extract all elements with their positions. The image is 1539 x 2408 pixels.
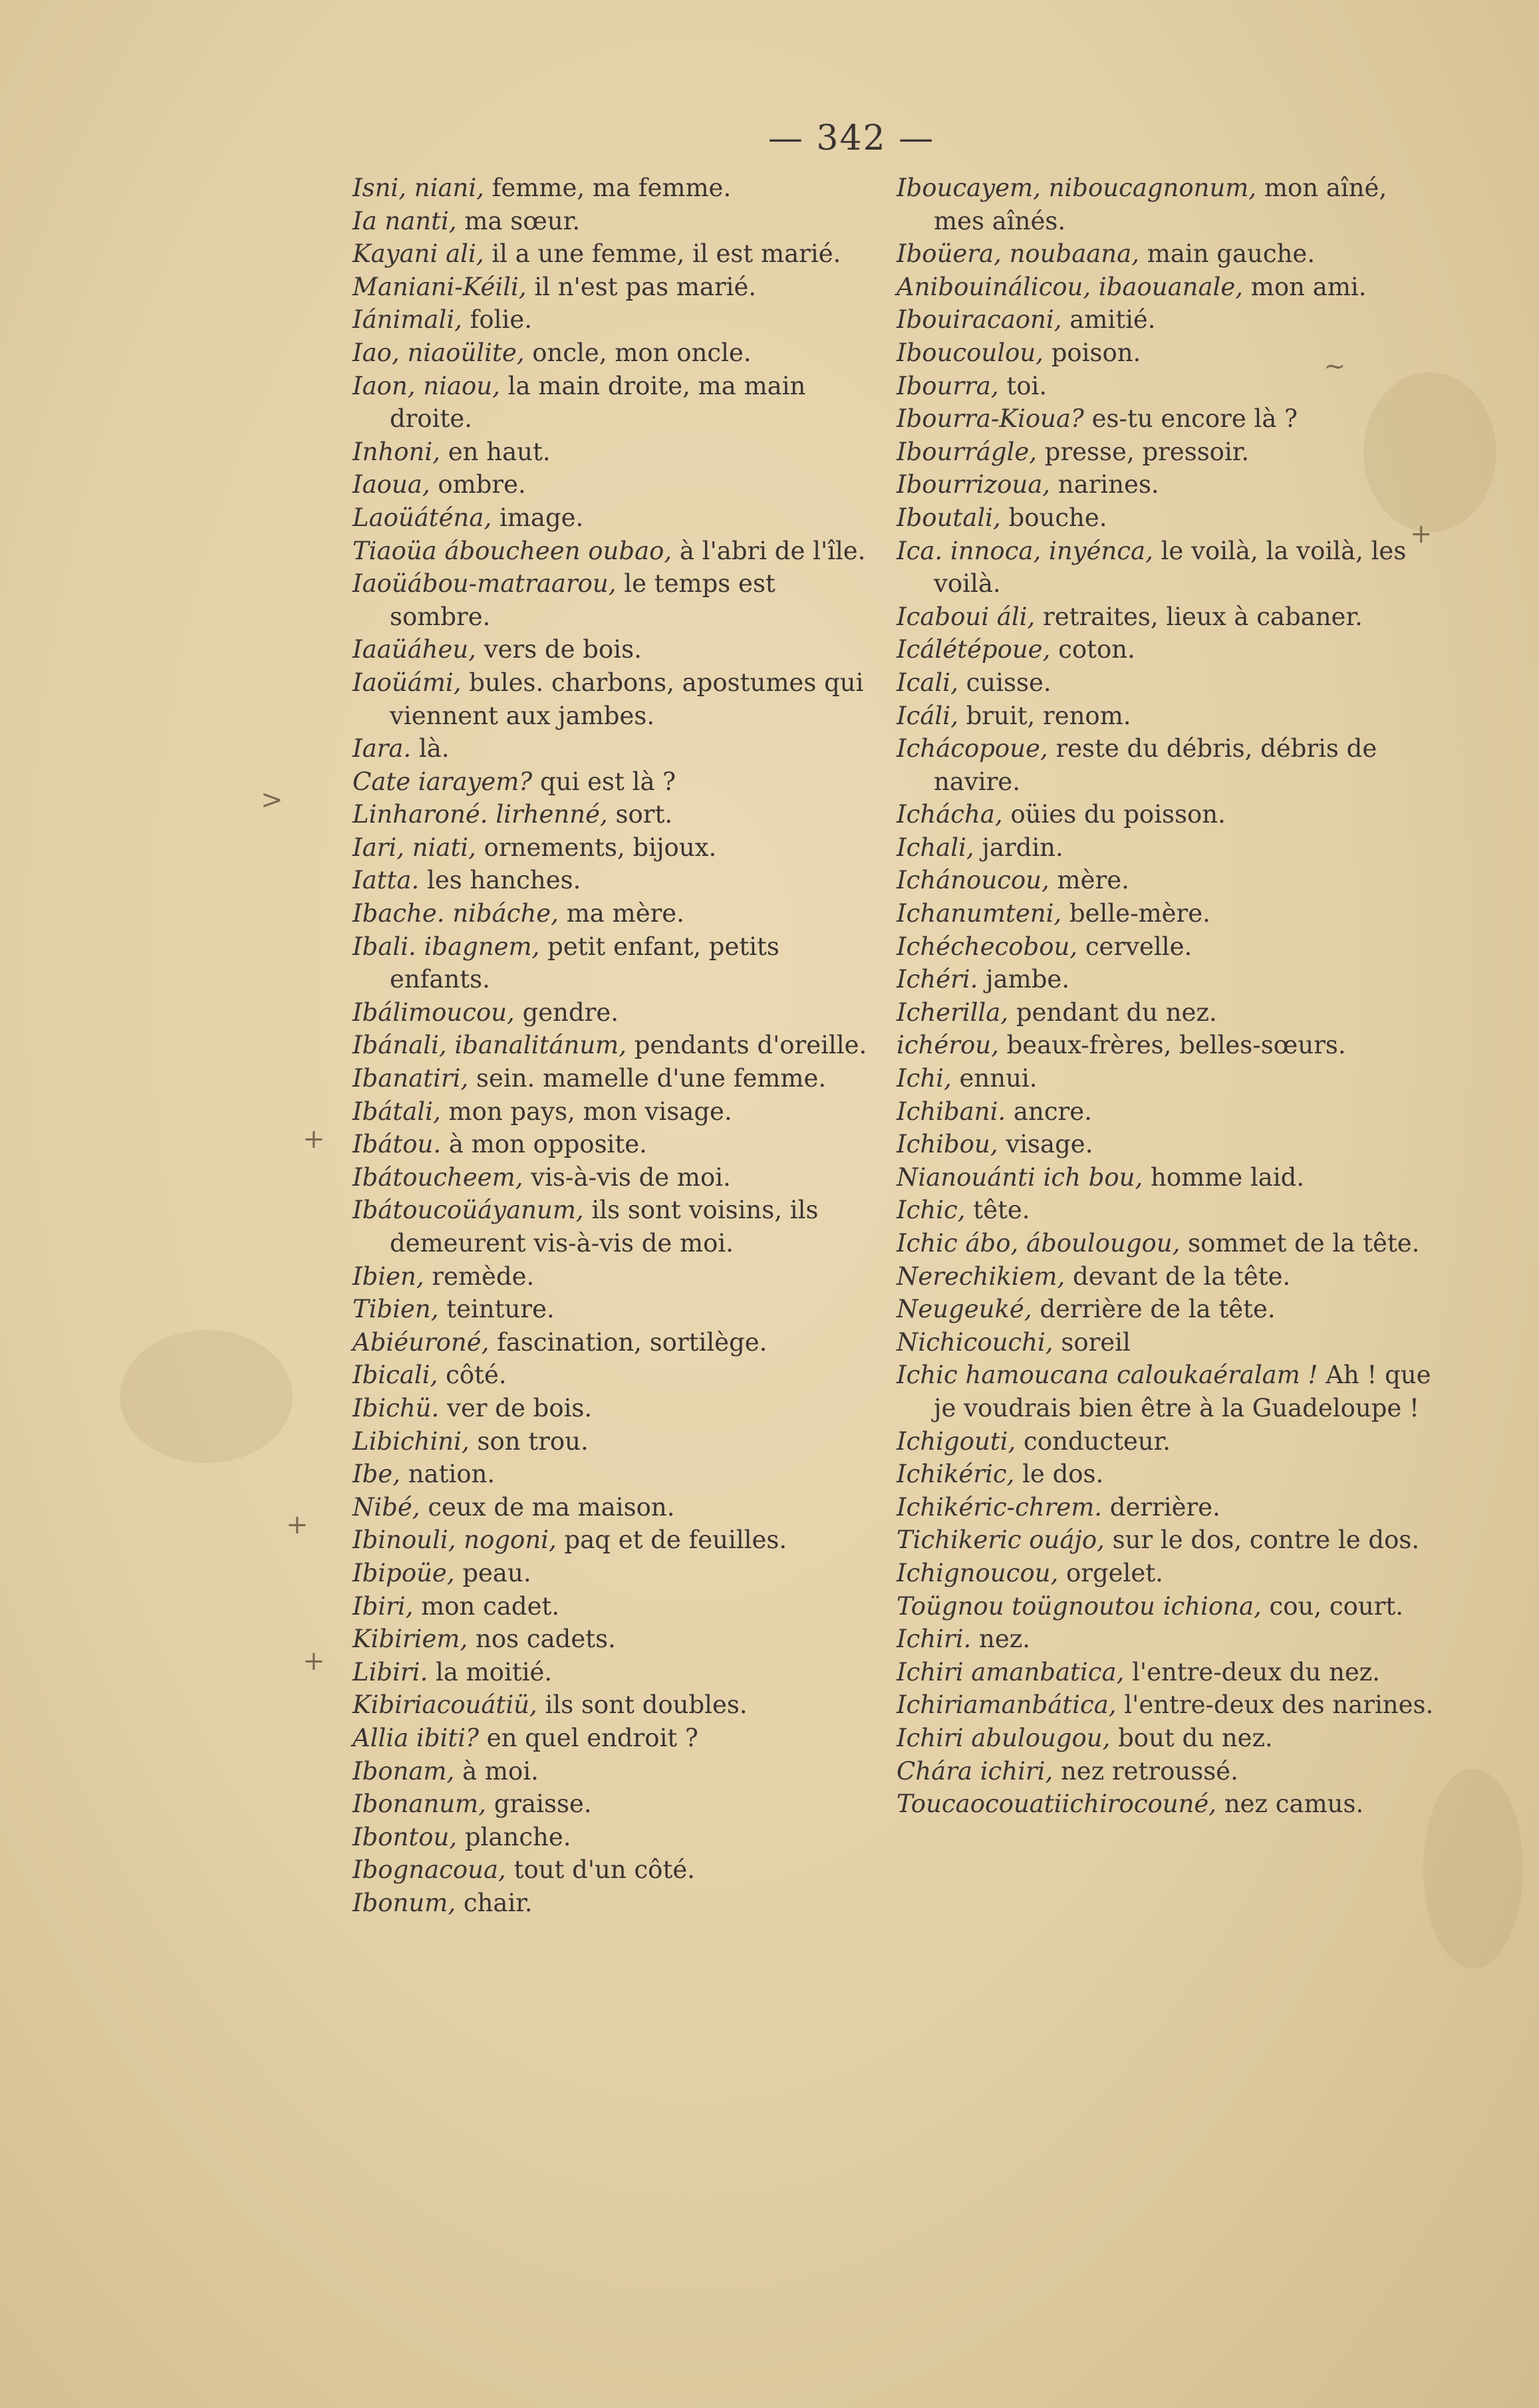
entry-headword: Ichibou, bbox=[897, 1130, 998, 1159]
dictionary-entry bbox=[897, 468, 1442, 501]
entry-headword: Ichácha, bbox=[897, 800, 1003, 829]
margin-cross-mark: + bbox=[303, 1646, 325, 1676]
entry-headword: Iaoüámi, bbox=[352, 668, 462, 697]
dictionary-entry bbox=[352, 1128, 871, 1161]
entry-headword: Ichic ábo, áboulougou, bbox=[897, 1229, 1181, 1258]
entry-headword: Ibache. nibáche, bbox=[352, 899, 559, 928]
dictionary-entry bbox=[352, 237, 871, 271]
dictionary-entry bbox=[352, 172, 871, 205]
entry-headword: Ichikéric, bbox=[897, 1460, 1015, 1489]
entry-definition: planche. bbox=[457, 1822, 571, 1851]
dictionary-entry bbox=[897, 1458, 1442, 1491]
entry-headword: Nichicouchi, bbox=[897, 1327, 1053, 1357]
dictionary-entry bbox=[352, 1887, 871, 1920]
entry-definition: en quel endroit ? bbox=[478, 1723, 698, 1752]
dictionary-entry bbox=[352, 1688, 871, 1722]
dictionary-entry bbox=[897, 1557, 1442, 1590]
entry-headword: Ibontou, bbox=[352, 1822, 458, 1851]
entry-headword: Ibourrágle, bbox=[897, 437, 1038, 466]
entry-definition: pendant du nez. bbox=[1008, 998, 1217, 1027]
dictionary-entry bbox=[897, 601, 1442, 634]
entry-headword: Iboüera, noubaana, bbox=[897, 239, 1139, 269]
entry-definition: ancre. bbox=[1006, 1097, 1092, 1126]
dictionary-entry bbox=[352, 1458, 871, 1491]
entry-definition: bout du nez. bbox=[1110, 1723, 1273, 1752]
dictionary-entry bbox=[352, 732, 871, 765]
entry-headword: Ibátou. bbox=[352, 1130, 442, 1159]
entry-definition: belle-mère. bbox=[1061, 899, 1210, 928]
entry-headword: Tichikeric ouájo, bbox=[897, 1526, 1105, 1555]
entry-definition: cervelle. bbox=[1077, 932, 1192, 961]
entry-definition: tête. bbox=[965, 1196, 1030, 1225]
entry-headword: Ichéri. bbox=[897, 965, 978, 994]
entry-definition: poison. bbox=[1043, 338, 1141, 367]
entry-definition: l'entre-deux du nez. bbox=[1124, 1657, 1381, 1686]
entry-headword: Iatta. bbox=[352, 866, 420, 895]
entry-definition: orgelet. bbox=[1058, 1558, 1163, 1587]
entry-headword: Ibichü. bbox=[352, 1393, 440, 1422]
dictionary-entry bbox=[352, 303, 871, 336]
entry-definition: le dos. bbox=[1014, 1460, 1104, 1489]
entry-definition: folie. bbox=[462, 305, 532, 334]
entry-headword: Ibonam, bbox=[352, 1756, 455, 1786]
entry-headword: Nianouánti ich bou, bbox=[897, 1162, 1143, 1192]
dictionary-entry bbox=[897, 1788, 1442, 1821]
dictionary-entry bbox=[897, 237, 1442, 271]
entry-headword: Iaoüábou-matraarou, bbox=[352, 569, 617, 599]
entry-headword: Ibe, bbox=[352, 1460, 400, 1489]
entry-definition: tout d'un côté. bbox=[505, 1855, 695, 1885]
dictionary-entry bbox=[897, 666, 1442, 700]
margin-scribble-mark: + bbox=[1410, 519, 1433, 549]
dictionary-entry bbox=[897, 996, 1442, 1029]
dictionary-entry bbox=[897, 1260, 1442, 1293]
dictionary-entry bbox=[897, 535, 1442, 601]
dictionary-entry bbox=[897, 1029, 1442, 1062]
dictionary-entry bbox=[352, 1590, 871, 1623]
dictionary-entry bbox=[897, 1095, 1442, 1129]
dictionary-entry bbox=[352, 271, 871, 304]
dictionary-entry bbox=[352, 1062, 871, 1095]
dictionary-entry bbox=[897, 700, 1442, 733]
dictionary-entry bbox=[352, 1524, 871, 1557]
entry-definition: à moi. bbox=[454, 1756, 539, 1786]
entry-definition: ver de bois. bbox=[439, 1393, 593, 1422]
entry-headword: Ibourra-Kioua? bbox=[897, 404, 1084, 434]
entry-headword: Ichanumteni, bbox=[897, 899, 1062, 928]
entry-headword: Ichéchecobou, bbox=[897, 932, 1078, 961]
entry-definition: son trou. bbox=[469, 1426, 589, 1456]
entry-headword: Ichi, bbox=[897, 1064, 952, 1093]
entry-headword: Ibanatiri, bbox=[352, 1064, 469, 1093]
entry-headword: Ibourra, bbox=[897, 371, 999, 400]
entry-definition: petit enfant, petits enfants. bbox=[390, 932, 779, 994]
entry-definition: remède. bbox=[424, 1262, 535, 1291]
dictionary-entry bbox=[352, 336, 871, 370]
entry-definition: bruit, renom. bbox=[958, 701, 1131, 730]
entry-definition: main gauche. bbox=[1139, 239, 1316, 269]
entry-definition: devant de la tête. bbox=[1065, 1262, 1291, 1291]
entry-headword: Inhoni, bbox=[352, 437, 440, 466]
entry-headword: Libiri. bbox=[352, 1657, 428, 1686]
entry-headword: Libichini, bbox=[352, 1426, 470, 1456]
dictionary-entry bbox=[352, 633, 871, 666]
dictionary-entry bbox=[352, 1029, 871, 1062]
dictionary-entry bbox=[352, 1656, 871, 1689]
entry-headword: Ibourrizoua, bbox=[897, 470, 1051, 499]
entry-definition: cou, court. bbox=[1261, 1591, 1404, 1621]
entry-headword: Ichibani. bbox=[897, 1097, 1006, 1126]
entry-definition: pendants d'oreille. bbox=[627, 1031, 867, 1060]
entry-definition: visage. bbox=[998, 1130, 1093, 1159]
dictionary-entry bbox=[897, 633, 1442, 666]
entry-headword: Iaoua, bbox=[352, 470, 430, 499]
entry-headword: Kayani ali, bbox=[352, 239, 484, 269]
entry-definition: l'entre-deux des narines. bbox=[1116, 1690, 1434, 1720]
dictionary-entry bbox=[352, 1853, 871, 1887]
entry-headword: Linharoné. lirhenné, bbox=[352, 800, 608, 829]
dictionary-entry bbox=[897, 370, 1442, 403]
entry-definition: bouche. bbox=[1000, 503, 1107, 532]
entry-headword: Allia ibiti? bbox=[352, 1723, 479, 1752]
dictionary-entry bbox=[352, 1194, 871, 1260]
dictionary-entry bbox=[897, 336, 1442, 370]
dictionary-entry bbox=[352, 1491, 871, 1524]
entry-headword: Ibouiracaoni, bbox=[897, 305, 1062, 334]
entry-definition: presse, pressoir. bbox=[1037, 437, 1250, 466]
dictionary-entry bbox=[897, 402, 1442, 436]
entry-definition: ombre. bbox=[430, 470, 526, 499]
right-column bbox=[897, 172, 1442, 1821]
entry-headword: Iaaüáheu, bbox=[352, 635, 476, 664]
dictionary-entry bbox=[352, 996, 871, 1029]
dictionary-entry bbox=[897, 963, 1442, 996]
entry-headword: Ibonanum, bbox=[352, 1790, 486, 1819]
entry-definition: reste du débris, débris de navire. bbox=[934, 734, 1377, 796]
entry-headword: Ichignoucou, bbox=[897, 1558, 1059, 1587]
dictionary-entry bbox=[897, 732, 1442, 798]
entry-definition: mon ami. bbox=[1243, 272, 1367, 301]
entry-headword: Iao, niaoülite, bbox=[352, 338, 525, 367]
dictionary-entry bbox=[897, 172, 1442, 237]
entry-definition: teinture. bbox=[438, 1295, 555, 1324]
entry-headword: Abiéuroné, bbox=[352, 1327, 490, 1357]
entry-definition: à mon opposite. bbox=[441, 1130, 647, 1159]
entry-definition: derrière. bbox=[1102, 1492, 1220, 1522]
entry-definition: es-tu encore là ? bbox=[1083, 404, 1298, 434]
entry-definition: ma sœur. bbox=[456, 206, 581, 235]
dictionary-entry bbox=[897, 1227, 1442, 1260]
entry-definition: nez retroussé. bbox=[1053, 1756, 1238, 1786]
dictionary-entry bbox=[352, 1755, 871, 1788]
entry-definition: amitié. bbox=[1061, 305, 1156, 334]
entry-definition: il n'est pas marié. bbox=[526, 272, 757, 301]
entry-headword: Ichigouti, bbox=[897, 1426, 1016, 1456]
entry-definition: ceux de ma maison. bbox=[420, 1492, 675, 1522]
entry-definition: graisse. bbox=[486, 1790, 592, 1819]
entry-definition: beaux-frères, belles-sœurs. bbox=[998, 1031, 1346, 1060]
dictionary-entry bbox=[897, 1359, 1442, 1424]
dictionary-entry bbox=[352, 864, 871, 897]
dictionary-entry bbox=[352, 1788, 871, 1821]
entry-headword: Toucaocouatiichirocouné, bbox=[897, 1790, 1217, 1819]
entry-headword: ichérou, bbox=[897, 1031, 999, 1060]
entry-definition: la moitié. bbox=[428, 1657, 553, 1686]
entry-headword: Ichikéric-chrem. bbox=[897, 1492, 1103, 1522]
dictionary-entry bbox=[352, 930, 871, 996]
entry-headword: Neugeuké, bbox=[897, 1295, 1032, 1324]
entry-headword: Ibálimoucou, bbox=[352, 998, 515, 1027]
entry-headword: Ichánoucou, bbox=[897, 866, 1049, 895]
dictionary-entry bbox=[897, 1062, 1442, 1095]
dictionary-entry bbox=[352, 1260, 871, 1293]
dictionary-entry bbox=[897, 501, 1442, 535]
dictionary-entry bbox=[352, 1425, 871, 1458]
entry-headword: Tiaoüa áboucheen oubao, bbox=[352, 536, 672, 565]
entry-headword: Nibé, bbox=[352, 1492, 420, 1522]
entry-headword: Laoüáténa, bbox=[352, 503, 492, 532]
margin-cross-mark: + bbox=[303, 1124, 325, 1154]
entry-headword: Ichali, bbox=[897, 833, 974, 862]
margin-arrow-mark: > bbox=[261, 785, 283, 815]
entry-definition: les hanches. bbox=[419, 866, 581, 895]
entry-headword: Icherilla, bbox=[897, 998, 1009, 1027]
dictionary-entry bbox=[897, 1128, 1442, 1161]
entry-headword: Maniani-Kéili, bbox=[352, 272, 527, 301]
entry-definition: mon cadet. bbox=[413, 1591, 560, 1621]
dictionary-entry bbox=[897, 1755, 1442, 1788]
entry-definition: conducteur. bbox=[1016, 1426, 1171, 1456]
entry-headword: Ica. innoca, inyénca, bbox=[897, 536, 1153, 565]
entry-headword: Icáli, bbox=[897, 701, 958, 730]
dictionary-entry bbox=[352, 1293, 871, 1326]
entry-definition: le temps est sombre. bbox=[390, 569, 775, 631]
entry-headword: Ibátali, bbox=[352, 1097, 441, 1126]
dictionary-entry bbox=[352, 1722, 871, 1755]
entry-definition: nez. bbox=[971, 1625, 1031, 1654]
dictionary-entry bbox=[352, 666, 871, 732]
entry-definition: retraites, lieux à cabaner. bbox=[1035, 602, 1363, 631]
dictionary-entry bbox=[352, 897, 871, 930]
entry-headword: Anibouinálicou, ibaouanale, bbox=[897, 272, 1244, 301]
dictionary-entry bbox=[352, 1359, 871, 1392]
entry-definition: femme, ma femme. bbox=[484, 174, 732, 202]
entry-headword: Ibicali, bbox=[352, 1361, 438, 1390]
entry-headword: Ichiri amanbatica, bbox=[897, 1657, 1125, 1686]
entry-definition: ma mère. bbox=[558, 899, 684, 928]
entry-definition: mère. bbox=[1049, 866, 1129, 895]
dictionary-entry bbox=[352, 1557, 871, 1590]
entry-definition: paq et de feuilles. bbox=[556, 1526, 787, 1555]
entry-definition: le voilà, la voilà, les voilà. bbox=[934, 536, 1407, 599]
entry-headword: Iara. bbox=[352, 734, 412, 763]
margin-cross-mark: + bbox=[286, 1510, 309, 1540]
entry-definition: il a une femme, il est marié. bbox=[484, 239, 841, 269]
entry-definition: mon pays, mon visage. bbox=[440, 1097, 732, 1126]
dictionary-entry bbox=[897, 1590, 1442, 1623]
entry-headword: Ibognacoua, bbox=[352, 1855, 506, 1885]
entry-definition: oüies du poisson. bbox=[1002, 800, 1226, 829]
entry-definition: jardin. bbox=[974, 833, 1063, 862]
entry-headword: Ichic hamoucana caloukaéralam ! bbox=[897, 1361, 1318, 1390]
dictionary-entry bbox=[352, 1392, 871, 1425]
entry-definition: là. bbox=[411, 734, 450, 763]
dictionary-entry bbox=[897, 1194, 1442, 1227]
paper-stain bbox=[120, 1330, 293, 1463]
dictionary-entry bbox=[897, 1491, 1442, 1524]
entry-definition: toi. bbox=[998, 371, 1048, 400]
entry-definition: sommet de la tête. bbox=[1180, 1229, 1420, 1258]
entry-definition: ils sont voisins, ils demeurent vis-à-vis de moi. bbox=[390, 1196, 819, 1258]
entry-headword: Iari, niati, bbox=[352, 833, 476, 862]
entry-definition: image. bbox=[491, 503, 584, 532]
entry-definition: nos cadets. bbox=[468, 1625, 616, 1654]
dictionary-entry bbox=[897, 271, 1442, 304]
entry-headword: Ichiriamanbática, bbox=[897, 1690, 1117, 1720]
entry-headword: Kibiriacouátiü, bbox=[352, 1690, 537, 1720]
entry-definition: vers de bois. bbox=[476, 635, 642, 664]
entry-headword: Ibátoucoüáyanum, bbox=[352, 1196, 584, 1225]
entry-definition: chair. bbox=[456, 1888, 533, 1917]
dictionary-entry bbox=[352, 1623, 871, 1656]
dictionary-entry bbox=[897, 831, 1442, 865]
entry-definition: cuisse. bbox=[958, 668, 1051, 697]
entry-headword: Nerechikiem, bbox=[897, 1262, 1065, 1291]
entry-headword: Ibipoüe, bbox=[352, 1558, 455, 1587]
entry-definition: nez camus. bbox=[1216, 1790, 1364, 1819]
entry-definition: coton. bbox=[1050, 635, 1135, 664]
dictionary-entry bbox=[897, 1688, 1442, 1722]
dictionary-entry bbox=[897, 930, 1442, 964]
dictionary-entry bbox=[352, 567, 871, 633]
dictionary-entry bbox=[352, 1821, 871, 1854]
dictionary-entry bbox=[352, 205, 871, 238]
dictionary-entry bbox=[897, 1524, 1442, 1557]
entry-definition: jambe. bbox=[978, 965, 1070, 994]
dictionary-entry bbox=[352, 1326, 871, 1359]
dictionary-entry bbox=[897, 1161, 1442, 1194]
dictionary-entry bbox=[897, 1293, 1442, 1326]
margin-scribble-mark: ~ bbox=[1324, 351, 1346, 382]
entry-headword: Kibiriem, bbox=[352, 1625, 468, 1654]
dictionary-entry bbox=[897, 1623, 1442, 1656]
dictionary-entry bbox=[352, 831, 871, 865]
dictionary-entry bbox=[897, 1722, 1442, 1755]
entry-definition: ils sont doubles. bbox=[537, 1690, 748, 1720]
entry-definition: en haut. bbox=[440, 437, 551, 466]
entry-definition: côté. bbox=[438, 1361, 507, 1390]
entry-headword: Iboucoulou, bbox=[897, 338, 1044, 367]
entry-headword: Iboutali, bbox=[897, 503, 1001, 532]
entry-definition: derrière de la tête. bbox=[1032, 1295, 1276, 1324]
entry-definition: la main droite, ma main droite. bbox=[390, 371, 806, 434]
entry-definition: sur le dos, contre le dos. bbox=[1104, 1526, 1420, 1555]
entry-definition: bules. charbons, apostumes qui viennent aux jambes. bbox=[390, 668, 864, 730]
left-column bbox=[352, 172, 871, 1919]
dictionary-entry bbox=[352, 436, 871, 469]
dictionary-entry bbox=[352, 468, 871, 501]
entry-definition: oncle, mon oncle. bbox=[524, 338, 752, 367]
dictionary-entry bbox=[352, 370, 871, 436]
dictionary-entry bbox=[897, 1425, 1442, 1458]
entry-definition: à l'abri de l'île. bbox=[672, 536, 866, 565]
entry-definition: qui est là ? bbox=[532, 767, 676, 796]
entry-definition: sort. bbox=[607, 800, 673, 829]
entry-headword: Ichic, bbox=[897, 1196, 966, 1225]
entry-headword: Ichiri. bbox=[897, 1625, 972, 1654]
entry-headword: Ibonum, bbox=[352, 1888, 456, 1917]
dictionary-entry bbox=[897, 1656, 1442, 1689]
entry-headword: Ibánali, ibanalitánum, bbox=[352, 1031, 627, 1060]
entry-definition: narines. bbox=[1050, 470, 1159, 499]
entry-headword: Ia nanti, bbox=[352, 206, 457, 235]
entry-headword: Icaboui áli, bbox=[897, 602, 1036, 631]
entry-definition: nation. bbox=[400, 1460, 495, 1489]
entry-headword: Ibátoucheem, bbox=[352, 1162, 523, 1192]
dictionary-entry bbox=[897, 303, 1442, 336]
entry-definition: gendre. bbox=[514, 998, 619, 1027]
dictionary-entry bbox=[897, 1326, 1442, 1359]
entry-headword: Icálétépoue, bbox=[897, 635, 1051, 664]
entry-definition: soreil bbox=[1053, 1327, 1131, 1357]
entry-headword: Iaon, niaou, bbox=[352, 371, 500, 400]
entry-headword: Toügnou toügnoutou ichiona, bbox=[897, 1591, 1262, 1621]
entry-definition: sein. mamelle d'une femme. bbox=[468, 1064, 827, 1093]
entry-headword: Iánimali, bbox=[352, 305, 462, 334]
entry-headword: Ibien, bbox=[352, 1262, 424, 1291]
entry-definition: ennui. bbox=[951, 1064, 1038, 1093]
entry-headword: Ibinouli, nogoni, bbox=[352, 1526, 557, 1555]
dictionary-entry bbox=[352, 1095, 871, 1129]
entry-headword: Ibiri, bbox=[352, 1591, 414, 1621]
entry-definition: peau. bbox=[454, 1558, 531, 1587]
entry-definition: fascination, sortilège. bbox=[489, 1327, 768, 1357]
dictionary-entry bbox=[352, 798, 871, 831]
dictionary-entry bbox=[352, 1161, 871, 1194]
entry-headword: Iboucayem, niboucagnonum, bbox=[897, 174, 1257, 202]
entry-headword: Ibali. ibagnem, bbox=[352, 932, 540, 961]
entry-headword: Chára ichiri, bbox=[897, 1756, 1053, 1786]
page-number: — 342 — bbox=[768, 118, 935, 158]
entry-headword: Icali, bbox=[897, 668, 958, 697]
dictionary-entry bbox=[352, 535, 871, 568]
dictionary-entry bbox=[897, 798, 1442, 831]
entry-headword: Tibien, bbox=[352, 1295, 439, 1324]
entry-headword: Ichácopoue, bbox=[897, 734, 1048, 763]
entry-headword: Cate iarayem? bbox=[352, 767, 533, 796]
dictionary-entry bbox=[897, 897, 1442, 930]
dictionary-entry bbox=[352, 765, 871, 799]
dictionary-entry bbox=[897, 436, 1442, 469]
entry-definition: vis-à-vis de moi. bbox=[523, 1162, 731, 1192]
entry-headword: Isni, niani, bbox=[352, 174, 484, 202]
entry-definition: ornements, bijoux. bbox=[476, 833, 717, 862]
entry-headword: Ichiri abulougou, bbox=[897, 1723, 1111, 1752]
entry-definition: mon aîné, mes aînés. bbox=[934, 174, 1387, 235]
entry-definition: Ah ! que je voudrais bien être à la Guadeloupe ! bbox=[934, 1361, 1431, 1422]
entry-definition: homme laid. bbox=[1143, 1162, 1305, 1192]
dictionary-entry bbox=[352, 501, 871, 535]
dictionary-entry bbox=[897, 864, 1442, 897]
